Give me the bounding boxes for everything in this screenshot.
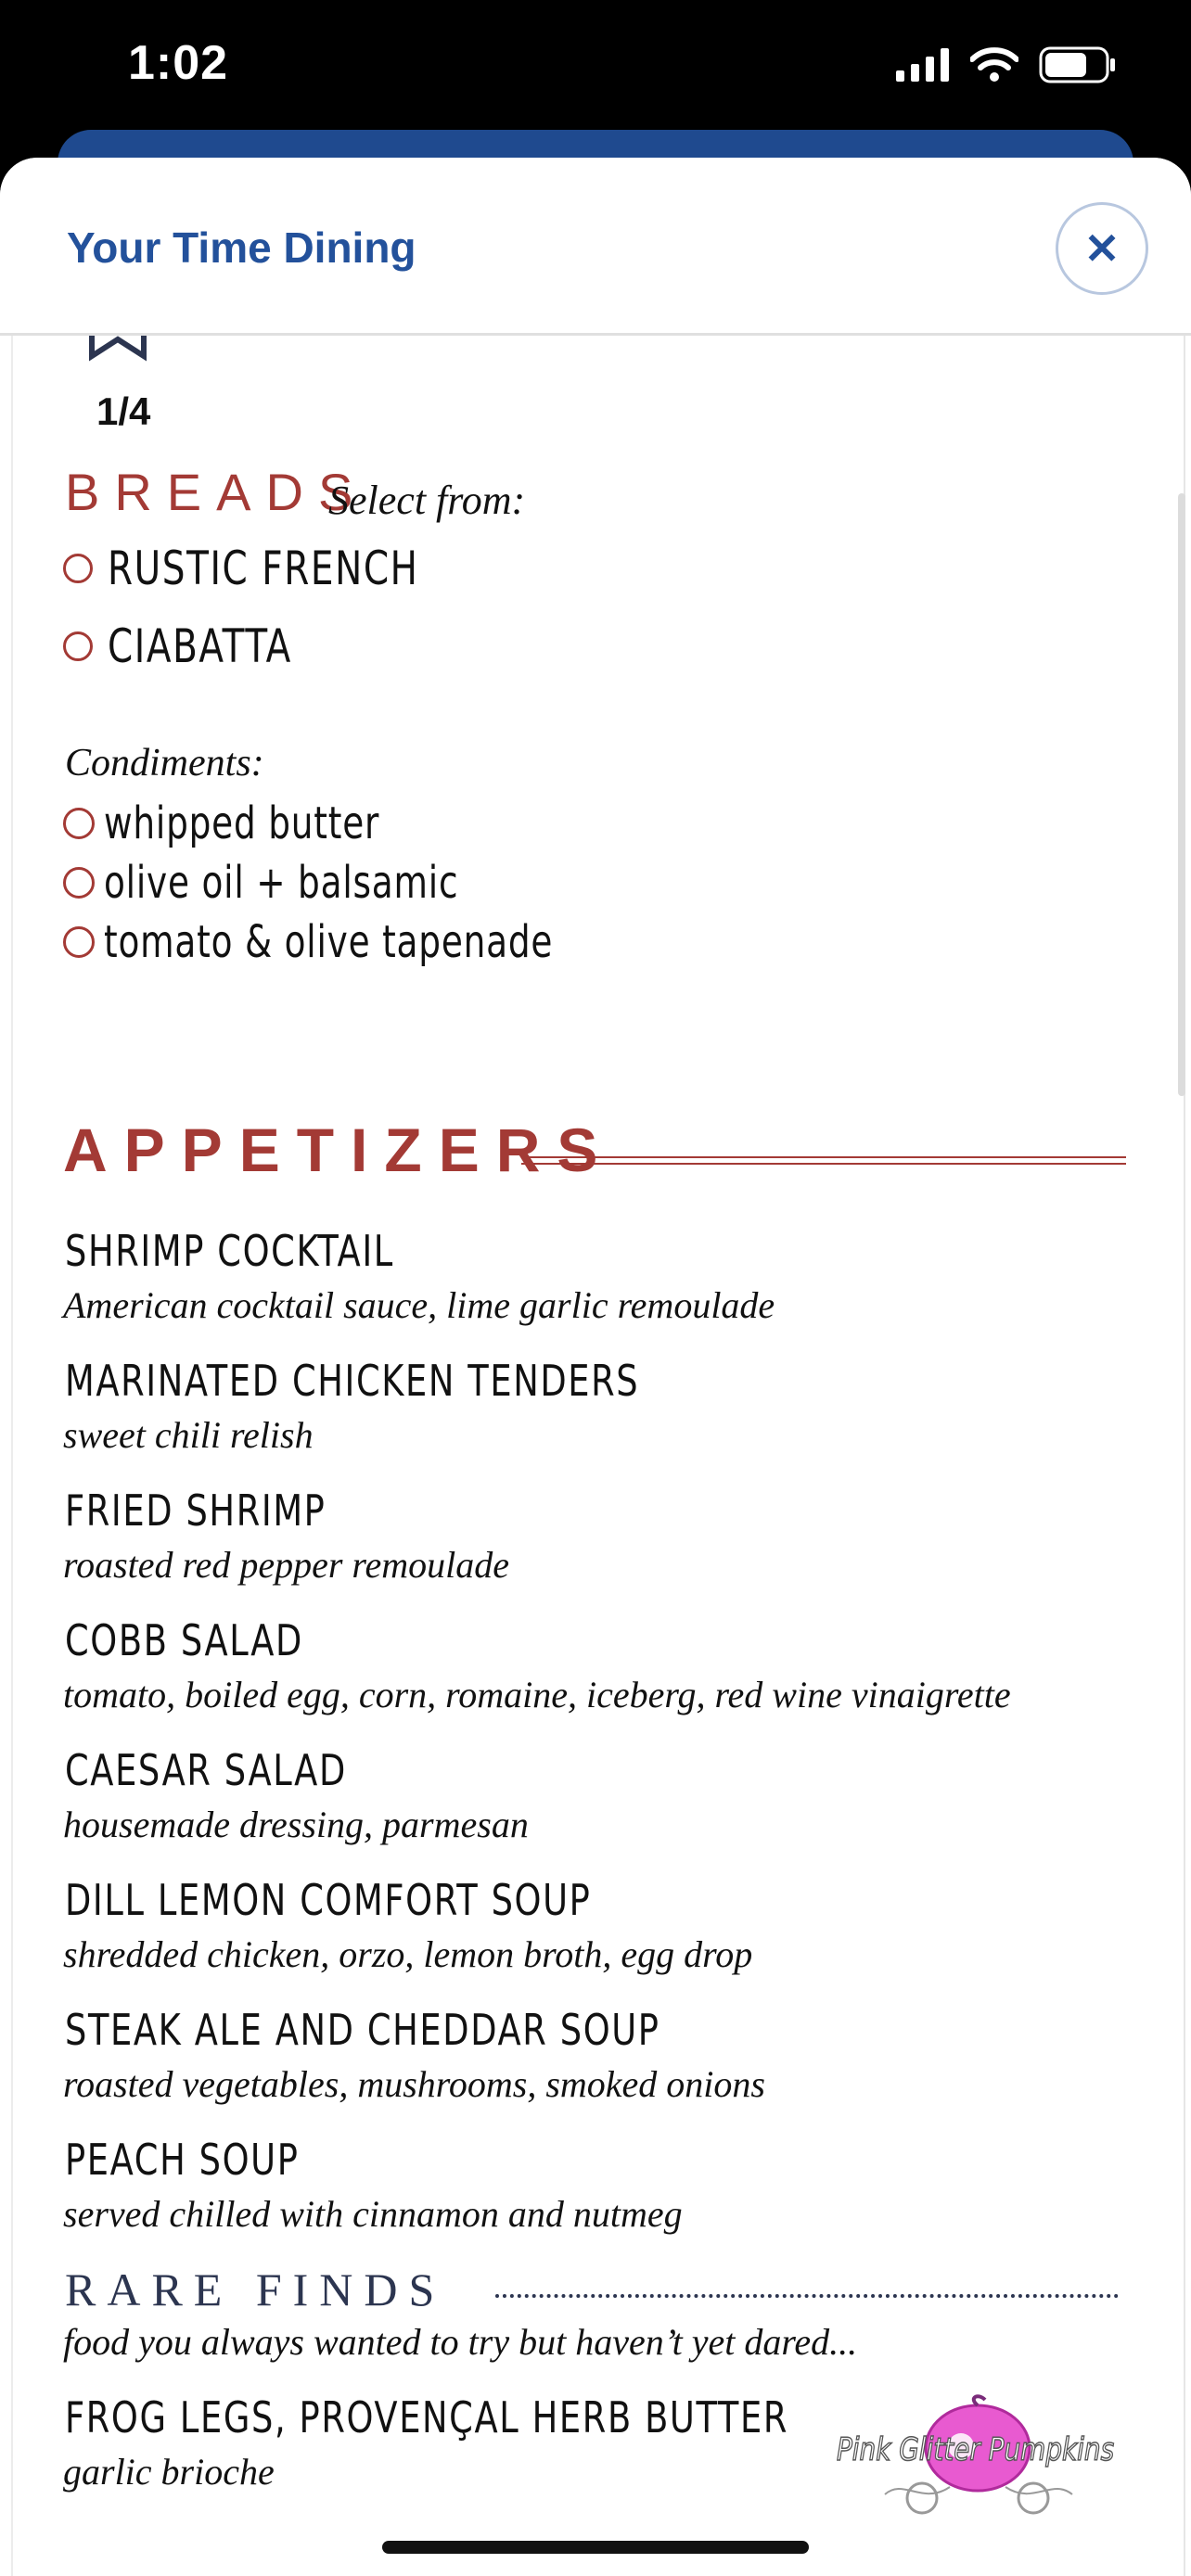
bread-option[interactable] [63, 542, 506, 595]
rare-finds-heading: RARE FINDS [65, 2264, 446, 2315]
menu-item-description: roasted vegetables, mushrooms, smoked onions [63, 2063, 765, 2105]
radio-icon[interactable] [63, 867, 95, 899]
radio-icon[interactable] [63, 554, 93, 583]
condiment-option-label: whipped butter [104, 797, 380, 849]
appetizers-heading: APPETIZERS [63, 1116, 615, 1184]
cellular-signal-icon [896, 48, 950, 82]
bread-option[interactable] [63, 619, 344, 673]
status-time: 1:02 [128, 36, 229, 90]
breads-heading: BREADS [65, 463, 368, 521]
menu-item-name: MARINATED CHICKEN TENDERS [65, 1356, 640, 1406]
menu-item-name: SHRIMP COCKTAIL [65, 1226, 394, 1276]
condiment-option-label: olive oil + balsamic [104, 857, 459, 909]
menu-item-name: DILL LEMON COMFORT SOUP [65, 1875, 592, 1925]
close-button[interactable] [1056, 202, 1148, 295]
battery-icon [1039, 46, 1117, 83]
status-icons [896, 46, 1117, 83]
menu-item-description: shredded chicken, orzo, lemon broth, egg drop [63, 1933, 753, 1975]
status-bar [0, 0, 1191, 139]
appetizers-rule [521, 1156, 1126, 1165]
menu-item-name: FRIED SHRIMP [65, 1486, 327, 1536]
dining-sheet [0, 158, 1191, 2576]
page-indicator: 1/4 [96, 389, 151, 433]
watermark-text: Pink Glitter Pumpkins [837, 2431, 1115, 2468]
bookmark-icon[interactable] [88, 336, 147, 362]
rare-finds-subtitle: food you always wanted to try but haven’t yet dared... [63, 2321, 858, 2363]
rare-finds-rule [495, 2294, 1119, 2298]
radio-icon[interactable] [63, 808, 95, 839]
menu-item-name: CAESAR SALAD [65, 1745, 347, 1795]
watermark-logo [829, 2394, 1126, 2515]
menu-item-name: FROG LEGS, PROVENÇAL HERB BUTTER [65, 2392, 788, 2442]
scrollbar[interactable] [1178, 493, 1185, 1096]
menu-item-description: housemade dressing, parmesan [63, 1804, 529, 1845]
condiment-option[interactable] [63, 857, 558, 909]
sheet-header [0, 158, 1191, 336]
menu-item-name: PEACH SOUP [65, 2135, 300, 2185]
menu-item-description: roasted red pepper remoulade [63, 1544, 510, 1586]
radio-icon[interactable] [63, 926, 95, 958]
bread-option-label: CIABATTA [108, 619, 292, 673]
menu-item-description: served chilled with cinnamon and nutmeg [63, 2193, 683, 2235]
menu-item-description: tomato, boiled egg, corn, romaine, iceberg, red wine vinaigrette [63, 1674, 1011, 1715]
condiment-option-label: tomato & olive tapenade [104, 916, 554, 968]
bread-option-label: RUSTIC FRENCH [108, 542, 419, 595]
sheet-title: Your Time Dining [67, 223, 416, 272]
menu-border-left [11, 336, 13, 2576]
condiment-option[interactable] [63, 797, 457, 849]
menu-item-description: American cocktail sauce, lime garlic remoulade [63, 1284, 775, 1326]
home-indicator[interactable] [382, 2541, 809, 2554]
close-icon: ✕ [1083, 224, 1121, 273]
menu-item-description: sweet chili relish [63, 1414, 314, 1456]
radio-icon[interactable] [63, 631, 93, 661]
menu-item-name: STEAK ALE AND CHEDDAR SOUP [65, 2005, 660, 2055]
breads-select-note: Select from: [328, 478, 526, 523]
menu-item-description: garlic brioche [63, 2451, 275, 2493]
condiments-heading: Condiments: [65, 742, 264, 784]
menu-image[interactable] [0, 336, 1191, 2576]
menu-item-name: COBB SALAD [65, 1615, 303, 1665]
condiment-option[interactable] [63, 916, 680, 968]
wifi-icon [970, 47, 1018, 83]
